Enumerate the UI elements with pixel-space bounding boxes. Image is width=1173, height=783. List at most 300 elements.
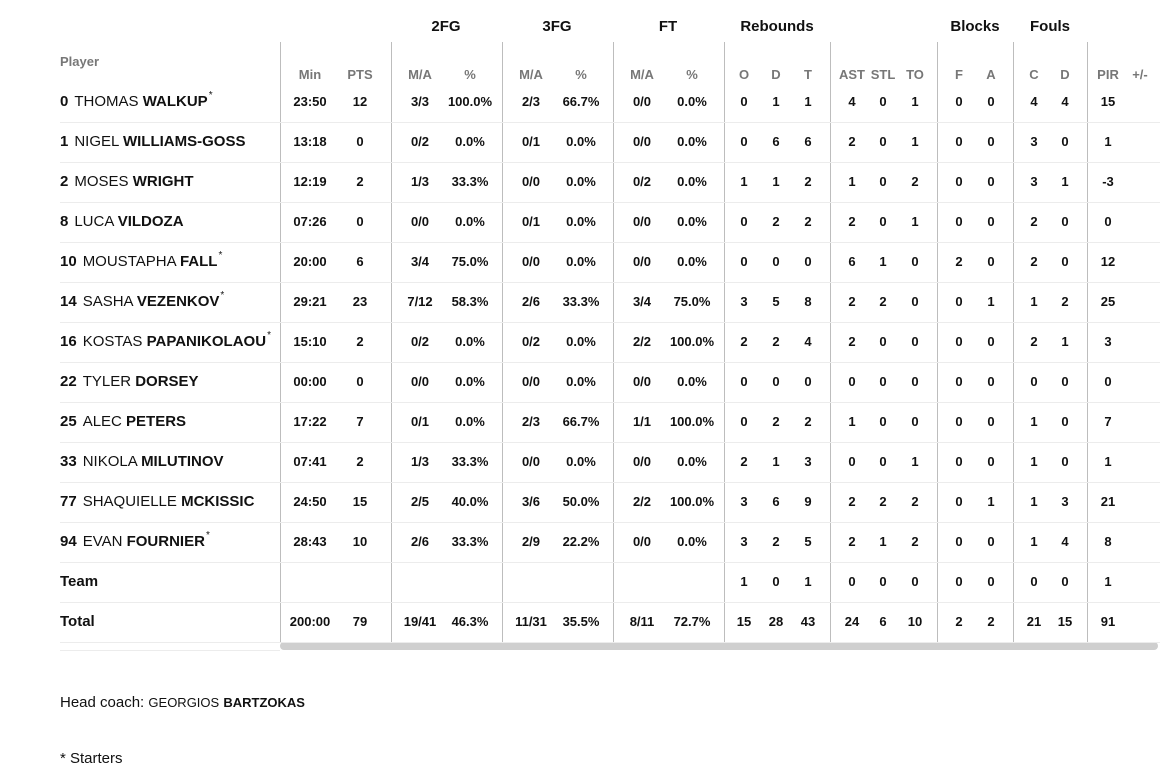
stat-cell: 15 [736,614,752,629]
stat-cell: 1/1 [632,414,652,429]
player-first-name: ALEC [82,413,122,430]
column-header[interactable]: A [986,67,996,82]
stat-cell: 0/2 [521,334,541,349]
stat-cell: 0 [955,214,963,229]
player-last-name[interactable]: DORSEY [135,373,199,390]
stat-cell: 0.0% [677,454,707,469]
stat-cell: 3 [1061,494,1069,509]
column-header[interactable]: M/A [519,67,543,82]
stat-cell: 0/0 [521,254,541,269]
row-divider [280,402,1160,403]
stat-cell: 0 [1061,454,1069,469]
starter-mark: * [208,90,213,101]
player-row[interactable] [60,202,280,243]
stat-cell: 2 [987,614,995,629]
player-first-name: NIGEL [74,133,119,150]
table-bottom-divider [60,650,280,651]
column-header[interactable]: % [464,67,476,82]
stat-cell: 0/0 [632,374,652,389]
column-header[interactable]: +/- [1132,67,1148,82]
stat-cell: 20:00 [293,254,327,269]
stat-cell: 15 [1100,94,1116,109]
stat-cell: 1 [1030,414,1038,429]
player-first-name: MOSES [74,173,129,190]
stat-cell: 7/12 [407,294,433,309]
stat-cell: 0 [911,294,919,309]
stat-cell: 15 [1057,614,1073,629]
stat-cell: 0 [356,374,364,389]
stat-cell: 25 [1100,294,1116,309]
stat-cell: 2/6 [521,294,541,309]
stat-cell: 6 [772,494,780,509]
stat-cell: 0 [848,374,856,389]
player-row[interactable] [60,122,280,163]
stat-cell: 58.3% [451,294,489,309]
stat-cell: 0 [848,574,856,589]
stat-cell: 0.0% [566,454,596,469]
stat-cell: 0 [879,214,887,229]
stat-cell: 33.3% [451,534,489,549]
row-divider [280,602,1160,603]
stat-cell: 23 [352,294,368,309]
player-last-name[interactable]: PAPANIKOLAOU [146,333,267,350]
column-header[interactable]: F [955,67,963,82]
stat-cell: 0 [987,94,995,109]
stat-cell: 0/2 [410,134,430,149]
stat-cell: 2 [879,294,887,309]
stat-cell: 1 [804,574,812,589]
stat-cell: 0.0% [566,334,596,349]
stat-cell: 2 [772,534,780,549]
player-last-name[interactable]: MILUTINOV [141,453,224,470]
player-last-name[interactable]: PETERS [126,413,187,430]
stat-cell: 2 [356,454,364,469]
stat-cell: 0 [911,334,919,349]
stat-cell: 50.0% [562,494,600,509]
stat-cell: 0 [911,374,919,389]
stat-cell: 0.0% [566,214,596,229]
stat-cell: 2/3 [521,414,541,429]
stat-cell: 0/1 [521,214,541,229]
stat-cell: 1 [1030,454,1038,469]
stat-cell: 1 [1061,334,1069,349]
stat-cell: 0 [740,94,748,109]
stat-cell: 2 [772,414,780,429]
stat-cell: 3 [1030,134,1038,149]
row-divider [280,642,1160,643]
stat-cell: 1 [1030,494,1038,509]
stat-cell: 2 [848,134,856,149]
stat-cell: 0.0% [455,374,485,389]
stat-cell: 1 [772,454,780,469]
stat-cell: 1 [987,494,995,509]
stat-cell: 1 [1104,134,1112,149]
stat-cell: 0/0 [521,454,541,469]
stat-cell: 0 [955,334,963,349]
head-coach-label: Head coach: [60,694,145,711]
player-row[interactable] [60,362,280,403]
row-divider [280,122,1160,123]
player-row[interactable] [60,402,280,443]
stat-cell: 6 [804,134,812,149]
stat-cell: 1 [911,134,919,149]
stat-cell: 1 [804,94,812,109]
stat-cell: 1 [848,414,856,429]
stat-cell: 0 [1061,214,1069,229]
total-row: Total [60,602,280,643]
stat-cell: 2/2 [632,494,652,509]
stat-cell: 2 [356,174,364,189]
column-header[interactable]: Min [298,67,322,82]
stat-cell: 0.0% [677,94,707,109]
stat-cell: 4 [1030,94,1038,109]
stat-cell: 0 [879,454,887,469]
row-divider [280,282,1160,283]
column-header[interactable]: C [1029,67,1039,82]
stat-cell: 23:50 [293,94,327,109]
stat-cell: 0 [911,574,919,589]
row-divider [280,522,1160,523]
stat-cell: 75.0% [673,294,711,309]
stat-cell: 2 [1030,254,1038,269]
player-row[interactable] [60,442,280,483]
column-header[interactable]: % [575,67,587,82]
stat-cell: 2 [772,214,780,229]
stat-cell: 1 [911,214,919,229]
stat-cell: 0 [955,134,963,149]
stat-cell: 0 [772,254,780,269]
stat-cell: 24 [844,614,860,629]
column-header[interactable]: % [686,67,698,82]
player-last-name[interactable]: WALKUP [142,93,208,110]
player-row[interactable] [60,522,280,563]
stat-cell: 0 [1104,214,1112,229]
stat-cell: 2/2 [632,334,652,349]
stat-cell: 0.0% [566,254,596,269]
stat-cell: -3 [1102,174,1114,189]
stat-cell: 0 [955,454,963,469]
stat-cell: 0 [740,254,748,269]
player-row[interactable] [60,482,280,523]
stat-cell: 0.0% [455,214,485,229]
stat-cell: 2 [911,534,919,549]
stat-cell: 0.0% [677,534,707,549]
stat-cell: 3 [740,294,748,309]
stat-cell: 7 [1104,414,1112,429]
stat-cell: 100.0% [447,94,493,109]
stat-cell: 29:21 [293,294,327,309]
stat-cell: 2 [1030,214,1038,229]
stat-cell: 0 [1104,374,1112,389]
column-header[interactable]: PTS [347,67,373,82]
stat-cell: 0 [1061,574,1069,589]
stat-cell: 00:00 [293,374,327,389]
stat-cell: 2/3 [521,94,541,109]
stat-cell: 0 [1030,374,1038,389]
stat-cell: 2 [772,334,780,349]
column-header[interactable]: M/A [408,67,432,82]
stat-cell: 1 [740,574,748,589]
stat-cell: 10 [352,534,368,549]
stat-cell: 1 [1104,454,1112,469]
stat-cell: 1 [987,294,995,309]
starter-mark: * [218,250,223,261]
player-first-name: EVAN [82,533,123,550]
stat-cell: 0/0 [632,454,652,469]
stat-cell: 6 [848,254,856,269]
stat-cell: 0 [987,574,995,589]
stat-cell: 12:19 [293,174,327,189]
stat-cell: 0.0% [677,134,707,149]
stat-cell: 7 [356,414,364,429]
stat-cell: 0 [911,414,919,429]
column-header[interactable]: STL [870,67,896,82]
stat-cell: 2 [804,214,812,229]
stat-cell: 13:18 [293,134,327,149]
stat-cell: 15 [352,494,368,509]
row-divider [280,162,1160,163]
stat-cell: 24:50 [293,494,327,509]
stat-cell: 2 [740,454,748,469]
player-row[interactable] [60,322,280,363]
player-first-name: TYLER [82,373,132,390]
stat-cell: 2 [804,414,812,429]
stat-cell: 6 [879,614,887,629]
stat-cell: 0/0 [632,94,652,109]
stat-cell: 3 [740,494,748,509]
stat-cell: 75.0% [451,254,489,269]
stat-cell: 1 [1030,534,1038,549]
column-divider [280,42,281,642]
stat-cell: 21 [1026,614,1042,629]
stat-cell: 07:41 [293,454,327,469]
stat-cell: 1 [1030,294,1038,309]
stat-cell: 0/0 [521,374,541,389]
stat-cell: 1 [772,174,780,189]
stat-cell: 0 [356,134,364,149]
player-row[interactable] [60,82,280,123]
player-number: 94 [60,533,77,550]
stat-cell: 1/3 [410,454,430,469]
player-number: 77 [60,493,77,510]
column-header[interactable]: T [804,67,812,82]
player-number: 22 [60,373,77,390]
player-number: 0 [60,93,69,110]
stat-cell: 17:22 [293,414,327,429]
stat-cell: 3 [804,454,812,469]
stat-cell: 0 [356,214,364,229]
player-column-header: Player [60,54,100,69]
stat-cell: 2 [848,214,856,229]
player-last-name[interactable]: MCKISSIC [181,493,255,510]
stat-cell: 46.3% [451,614,489,629]
row-divider [280,482,1160,483]
column-header[interactable]: D [771,67,781,82]
stat-cell: 0 [1061,254,1069,269]
player-number: 14 [60,293,77,310]
stat-cell: 1 [879,534,887,549]
stat-cell: 2 [356,334,364,349]
column-header[interactable]: D [1060,67,1070,82]
row-divider [280,242,1160,243]
stat-cell: 0 [987,134,995,149]
stat-cell: 6 [356,254,364,269]
stat-cell: 0 [955,534,963,549]
team-row: Team [60,562,280,603]
column-header[interactable]: O [738,67,750,82]
row-divider [280,202,1160,203]
player-last-name[interactable]: VEZENKOV [136,293,220,310]
player-last-name[interactable]: VILDOZA [117,213,184,230]
column-header[interactable]: TO [906,67,924,82]
stat-cell: 100.0% [669,414,715,429]
stat-cell: 3 [1104,334,1112,349]
stat-cell: 66.7% [562,414,600,429]
stat-cell: 0 [987,414,995,429]
row-divider [280,362,1160,363]
stat-cell: 15:10 [293,334,327,349]
player-row[interactable] [60,242,280,283]
stat-cell: 0.0% [677,214,707,229]
column-header[interactable]: PIR [1097,67,1119,82]
player-number: 10 [60,253,77,270]
stat-cell: 0/2 [410,334,430,349]
stat-cell: 9 [804,494,812,509]
stat-cell: 200:00 [289,614,331,629]
stat-cell: 2 [804,174,812,189]
player-last-name[interactable]: WILLIAMS-GOSS [122,133,246,150]
player-row[interactable] [60,282,280,323]
head-coach-last-name: BARTZOKAS [223,695,305,710]
stat-cell: 2 [1061,294,1069,309]
stat-cell: 8 [1104,534,1112,549]
stat-cell: 0 [879,94,887,109]
group-header-fouls: Fouls [1030,18,1070,35]
stat-cell: 22.2% [562,534,600,549]
player-last-name[interactable]: FOURNIER [126,533,205,550]
stat-cell: 5 [772,294,780,309]
stat-cell: 0 [1061,374,1069,389]
stat-cell: 2 [740,334,748,349]
stat-cell: 0/0 [410,374,430,389]
stat-cell: 1 [879,254,887,269]
stat-cell: 0 [879,174,887,189]
player-first-name: THOMAS [74,93,139,110]
stat-cell: 3 [740,534,748,549]
stat-cell: 0 [955,574,963,589]
stat-cell: 07:26 [293,214,327,229]
stat-cell: 0 [740,374,748,389]
stat-cell: 0 [740,214,748,229]
stat-cell: 91 [1100,614,1116,629]
player-first-name: MOUSTAPHA [82,253,176,270]
stat-cell: 10 [907,614,923,629]
stat-cell: 3/4 [410,254,430,269]
stat-cell: 12 [1100,254,1116,269]
horizontal-scrollbar[interactable] [280,642,1158,650]
stat-cell: 0 [1030,574,1038,589]
group-header-rebounds: Rebounds [740,18,814,35]
stat-cell: 2 [911,494,919,509]
stat-cell: 3/4 [632,294,652,309]
stat-cell: 21 [1100,494,1116,509]
stat-cell: 0.0% [677,374,707,389]
stat-cell: 100.0% [669,494,715,509]
player-first-name: LUCA [74,213,114,230]
player-first-name: SASHA [82,293,133,310]
stat-cell: 0/0 [410,214,430,229]
starters-note: * Starters [60,750,123,767]
stat-cell: 0 [1061,134,1069,149]
starter-mark: * [267,330,271,341]
stat-cell: 1 [848,174,856,189]
stat-cell: 66.7% [562,94,600,109]
stat-cell: 1 [911,454,919,469]
player-number: 1 [60,133,69,150]
stat-cell: 100.0% [669,334,715,349]
group-header-ft: FT [658,18,678,35]
stat-cell: 33.3% [451,454,489,469]
column-header[interactable]: M/A [630,67,654,82]
stat-cell: 0 [879,414,887,429]
stat-cell: 0 [1061,414,1069,429]
player-row[interactable] [60,162,280,203]
stat-cell: 2 [848,334,856,349]
stat-cell: 5 [804,534,812,549]
stat-cell: 0/0 [632,534,652,549]
stat-cell: 6 [772,134,780,149]
stat-cell: 33.3% [562,294,600,309]
stat-cell: 0 [772,374,780,389]
player-number: 16 [60,333,77,350]
stat-cell: 0/0 [632,134,652,149]
stat-cell: 79 [352,614,368,629]
player-first-name: SHAQUIELLE [82,493,177,510]
stat-cell: 4 [848,94,856,109]
stat-cell: 43 [800,614,816,629]
column-header[interactable]: AST [839,67,865,82]
stat-cell: 2 [879,494,887,509]
player-last-name[interactable]: WRIGHT [132,173,194,190]
stat-cell: 3/3 [410,94,430,109]
stat-cell: 4 [1061,534,1069,549]
stat-cell: 0 [740,134,748,149]
player-last-name[interactable]: FALL [179,253,218,270]
stat-cell: 33.3% [451,174,489,189]
stat-cell: 0 [879,134,887,149]
row-divider [280,562,1160,563]
stat-cell: 1 [1104,574,1112,589]
stat-cell: 0 [955,494,963,509]
stat-cell: 0/2 [632,174,652,189]
head-coach-first-name: GEORGIOS [148,695,220,710]
stat-cell: 2/5 [410,494,430,509]
stat-cell: 0 [987,214,995,229]
stat-cell: 0 [879,334,887,349]
stat-cell: 0 [848,454,856,469]
stat-cell: 0 [911,254,919,269]
stat-cell: 3 [1030,174,1038,189]
row-divider [280,322,1160,323]
stat-cell: 0 [987,454,995,469]
stats-table [280,0,1160,640]
stat-cell: 0 [955,294,963,309]
group-header-blocks: Blocks [950,18,1000,35]
stat-cell: 2 [1030,334,1038,349]
stat-cell: 8/11 [629,614,655,629]
stat-cell: 0/0 [632,254,652,269]
group-header-2fg: 2FG [431,18,461,35]
